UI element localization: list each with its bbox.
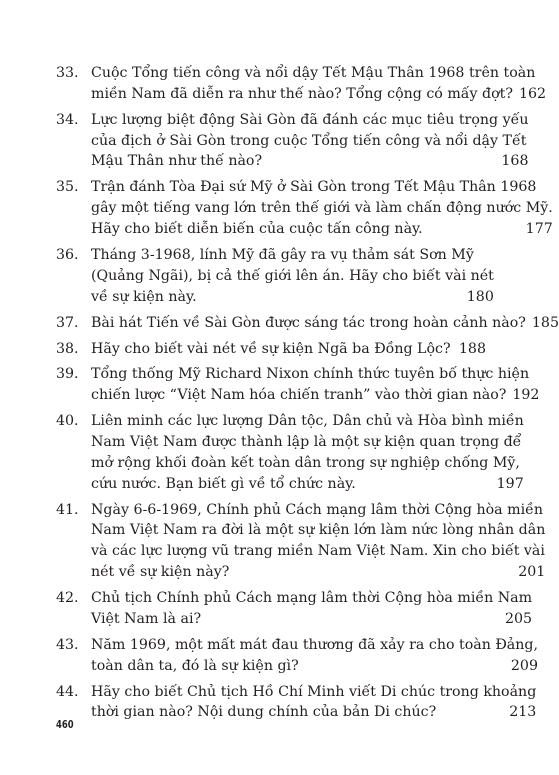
entry-title-line: Liên minh các lực lượng Dân tộc, Dân chủ và Hòa bình miền (91, 413, 524, 430)
entry-title (91, 245, 494, 307)
entry-title (91, 411, 524, 494)
entry-title-line: Việt Nam là ai? (91, 610, 202, 627)
entry-title-line: thời gian nào? Nội dung chính của bản Di chúc? (91, 704, 437, 721)
entry-title-line: về sự kiện này. (91, 288, 197, 305)
entry-page-number: 177 (525, 220, 553, 237)
toc-entry (56, 364, 540, 406)
entry-title (91, 500, 545, 583)
entry-title-line: toàn dân ta, đó là sự kiện gì? (91, 657, 299, 674)
entry-number: 35. (56, 179, 79, 196)
toc-entry (56, 177, 553, 239)
entry-title (91, 588, 532, 630)
entry-title-line: Cuộc Tổng tiến công và nổi dậy Tết Mậu Thân 1968 trên toàn (91, 65, 536, 81)
entry-page-number: 188 (458, 340, 486, 357)
entry-page-number: 209 (510, 657, 538, 674)
entry-title-line: Trận đánh Tòa Đại sứ Mỹ ở Sài Gòn trong Tết Mậu Thân 1968 (91, 179, 537, 196)
entry-title-line: gây một tiếng vang lớn trên thế giới và làm chấn động nước Mỹ. (91, 200, 553, 217)
toc-entry (56, 588, 533, 630)
entry-page-number: 180 (466, 288, 494, 305)
entry-page-number: 162 (518, 85, 547, 102)
entry-title (91, 177, 553, 239)
entry-title-line: Ngày 6-6-1969, Chính phủ Cách mạng lâm thời Cộng hòa miền (91, 501, 543, 518)
entry-title-line: Lực lượng biệt động Sài Gòn đã đánh các mục tiêu trọng yếu (91, 111, 529, 128)
entry-title (91, 364, 539, 406)
entry-number: 40. (56, 413, 79, 430)
entry-title-line: Năm 1969, một mất mát đau thương đã xảy ra cho toàn Đảng, (91, 636, 538, 653)
entry-page-number: 185 (531, 314, 559, 331)
entry-title-line: miền Nam đã diễn ra như thế nào? Tổng cộng có mấy đợt? (91, 85, 513, 102)
toc-entry (56, 245, 494, 307)
toc-entry (56, 411, 524, 494)
entry-number: 42. (56, 590, 79, 607)
entry-number: 41. (56, 501, 79, 518)
toc-entry (56, 110, 529, 172)
entry-title-line: Bài hát Tiến về Sài Gòn được sáng tác trong hoàn cảnh nào? (91, 314, 526, 331)
entry-number: 44. (56, 683, 79, 700)
entry-title-line: Tháng 3-1968, lính Mỹ đã gây ra vụ thảm sát Sơn Mỹ (91, 246, 474, 263)
entry-title (91, 110, 529, 172)
toc-entry (56, 313, 559, 334)
entry-title-line: Chủ tịch Chính phủ Cách mạng lâm thời Cộng hòa miền Nam (91, 590, 533, 607)
toc-entry (56, 63, 547, 105)
toc-entry (56, 682, 537, 724)
entry-title (91, 635, 538, 677)
entry-title (91, 339, 486, 360)
entry-page-number: 201 (518, 564, 546, 581)
entry-page-number: 192 (512, 387, 540, 404)
entry-page-number: 213 (509, 704, 537, 721)
entry-page-number: 205 (504, 610, 533, 627)
entry-title-line: (Quảng Ngãi), bị cả thế giới lên án. Hãy cho biết vài nét (91, 267, 494, 284)
entry-number: 43. (56, 636, 79, 653)
entry-title (91, 313, 559, 334)
entry-title-line: Hãy cho biết diễn biến của cuộc tấn công này. (91, 220, 423, 237)
entry-title (91, 682, 536, 724)
entry-title-line: Nam Việt Nam ra đời là một sự kiện lớn làm nức lòng nhân dân (91, 522, 546, 539)
entry-title-line: và các lực lượng vũ trang miền Nam Việt Nam. Xin cho biết vài (91, 543, 545, 560)
entry-number: 38. (56, 340, 79, 357)
entry-title-line: cứu nước. Bạn biết gì về tổ chức này. (91, 475, 356, 492)
entry-title-line: nét về sự kiện này? (91, 564, 230, 581)
toc-entry (56, 635, 538, 677)
entry-title (91, 63, 546, 105)
entry-title-line: Nam Việt Nam được thành lập là một sự kiện quan trọng để (91, 434, 522, 451)
toc-entry (56, 500, 546, 583)
entry-page-number: 168 (501, 153, 529, 170)
entry-number: 37. (56, 314, 79, 331)
entry-number: 39. (56, 366, 79, 383)
table-of-contents (56, 63, 559, 728)
toc-entry (56, 339, 486, 360)
entry-title-line: Hãy cho biết Chủ tịch Hồ Chí Minh viết Di chúc trong khoảng (91, 683, 537, 700)
entry-title-line: Mậu Thân như thế nào? (91, 153, 263, 170)
entry-title-line: của địch ở Sài Gòn trong cuộc Tổng tiến công và nổi dậy Tết (91, 132, 527, 149)
entry-title-line: Tổng thống Mỹ Richard Nixon chính thức tuyên bố thực hiện (91, 366, 530, 383)
entry-number: 33. (56, 65, 79, 81)
entry-number: 36. (56, 246, 79, 263)
entry-number: 34. (56, 111, 79, 128)
entry-page-number: 197 (496, 475, 524, 492)
entry-title-line: Hãy cho biết vài nét về sự kiện Ngã ba Đồng Lộc? (91, 340, 451, 357)
page-number: 460 (56, 718, 74, 731)
entry-title-line: mở rộng khối đoàn kết toàn dân trong sự nghiệp chống Mỹ, (91, 454, 520, 471)
entry-title-line: chiến lược “Việt Nam hóa chiến tranh” vào thời gian nào? (91, 387, 507, 404)
